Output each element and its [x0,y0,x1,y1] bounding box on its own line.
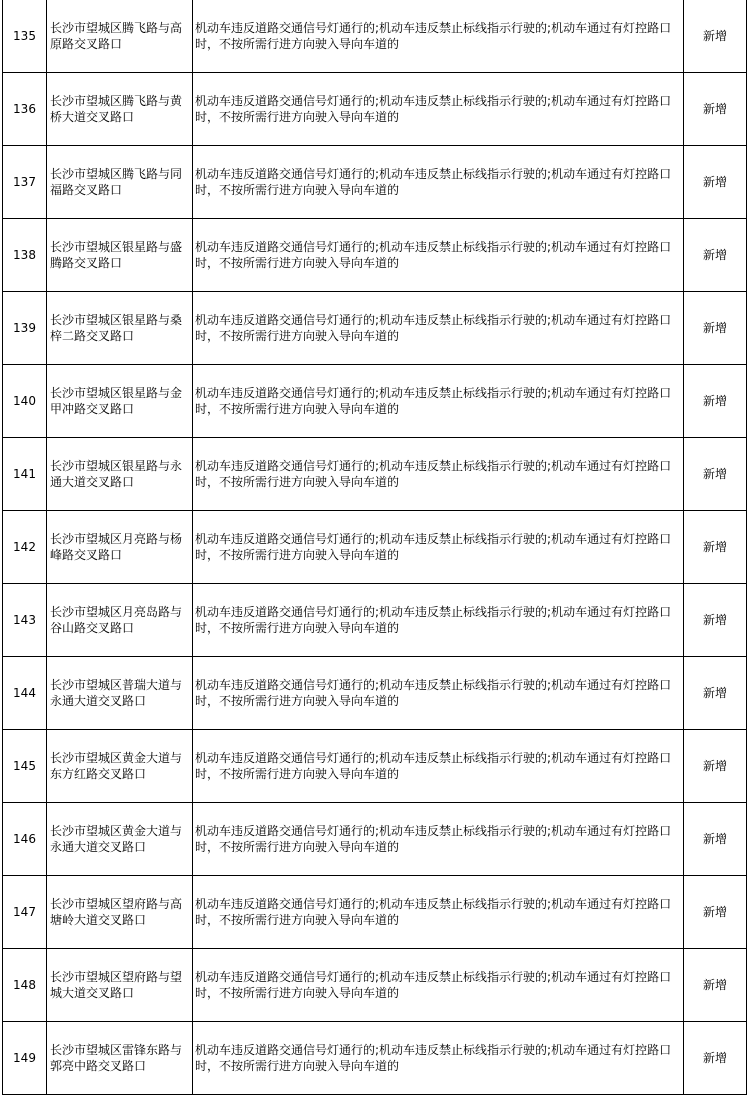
status-label: 新增 [684,365,747,438]
row-number: 139 [3,292,47,365]
violation-description: 机动车违反道路交通信号灯通行的;机动车违反禁止标线指示行驶的;机动车通过有灯控路口时，不按所需行进方向驶入导向车道的 [193,438,684,511]
table-row [3,219,747,292]
intersection-location: 长沙市望城区月亮路与杨峰路交叉路口 [47,511,193,584]
violation-description: 机动车违反道路交通信号灯通行的;机动车违反禁止标线指示行驶的;机动车通过有灯控路口时，不按所需行进方向驶入导向车道的 [193,0,684,73]
violation-description: 机动车违反道路交通信号灯通行的;机动车违反禁止标线指示行驶的;机动车通过有灯控路口时，不按所需行进方向驶入导向车道的 [193,949,684,1022]
row-number: 143 [3,584,47,657]
status-label: 新增 [684,949,747,1022]
status-label: 新增 [684,219,747,292]
table-row [3,730,747,803]
violation-description: 机动车违反道路交通信号灯通行的;机动车违反禁止标线指示行驶的;机动车通过有灯控路口时，不按所需行进方向驶入导向车道的 [193,803,684,876]
table-row [3,146,747,219]
table-row [3,803,747,876]
row-number: 147 [3,876,47,949]
row-number: 149 [3,1022,47,1095]
status-label: 新增 [684,803,747,876]
row-number: 142 [3,511,47,584]
table-row [3,292,747,365]
table-row [3,584,747,657]
violation-description: 机动车违反道路交通信号灯通行的;机动车违反禁止标线指示行驶的;机动车通过有灯控路口时，不按所需行进方向驶入导向车道的 [193,584,684,657]
row-number: 136 [3,73,47,146]
row-number: 145 [3,730,47,803]
row-number: 140 [3,365,47,438]
violation-description: 机动车违反道路交通信号灯通行的;机动车违反禁止标线指示行驶的;机动车通过有灯控路口时，不按所需行进方向驶入导向车道的 [193,511,684,584]
table-row [3,657,747,730]
violation-description: 机动车违反道路交通信号灯通行的;机动车违反禁止标线指示行驶的;机动车通过有灯控路口时，不按所需行进方向驶入导向车道的 [193,365,684,438]
intersection-location: 长沙市望城区普瑞大道与永通大道交叉路口 [47,657,193,730]
table-row [3,438,747,511]
status-label: 新增 [684,73,747,146]
intersection-location: 长沙市望城区腾飞路与同福路交叉路口 [47,146,193,219]
row-number: 146 [3,803,47,876]
intersection-location: 长沙市望城区雷锋东路与郭亮中路交叉路口 [47,1022,193,1095]
violation-description: 机动车违反道路交通信号灯通行的;机动车违反禁止标线指示行驶的;机动车通过有灯控路口时，不按所需行进方向驶入导向车道的 [193,146,684,219]
violation-description: 机动车违反道路交通信号灯通行的;机动车违反禁止标线指示行驶的;机动车通过有灯控路口时，不按所需行进方向驶入导向车道的 [193,657,684,730]
table-row [3,73,747,146]
table-row [3,876,747,949]
intersection-location: 长沙市望城区银星路与桑梓二路交叉路口 [47,292,193,365]
status-label: 新增 [684,584,747,657]
intersection-location: 长沙市望城区腾飞路与高原路交叉路口 [47,0,193,73]
row-number: 138 [3,219,47,292]
intersection-location: 长沙市望城区望府路与望城大道交叉路口 [47,949,193,1022]
table-row [3,365,747,438]
violation-description: 机动车违反道路交通信号灯通行的;机动车违反禁止标线指示行驶的;机动车通过有灯控路口时，不按所需行进方向驶入导向车道的 [193,1022,684,1095]
violation-location-table [2,0,747,1095]
row-number: 135 [3,0,47,73]
intersection-location: 长沙市望城区银星路与永通大道交叉路口 [47,438,193,511]
violation-description: 机动车违反道路交通信号灯通行的;机动车违反禁止标线指示行驶的;机动车通过有灯控路口时，不按所需行进方向驶入导向车道的 [193,730,684,803]
row-number: 137 [3,146,47,219]
violation-description: 机动车违反道路交通信号灯通行的;机动车违反禁止标线指示行驶的;机动车通过有灯控路口时，不按所需行进方向驶入导向车道的 [193,73,684,146]
violation-description: 机动车违反道路交通信号灯通行的;机动车违反禁止标线指示行驶的;机动车通过有灯控路口时，不按所需行进方向驶入导向车道的 [193,219,684,292]
intersection-location: 长沙市望城区腾飞路与黄桥大道交叉路口 [47,73,193,146]
status-label: 新增 [684,438,747,511]
row-number: 141 [3,438,47,511]
status-label: 新增 [684,730,747,803]
status-label: 新增 [684,0,747,73]
status-label: 新增 [684,511,747,584]
table-row [3,511,747,584]
status-label: 新增 [684,657,747,730]
violation-description: 机动车违反道路交通信号灯通行的;机动车违反禁止标线指示行驶的;机动车通过有灯控路口时，不按所需行进方向驶入导向车道的 [193,292,684,365]
table-row [3,0,747,73]
status-label: 新增 [684,292,747,365]
table-row [3,1022,747,1095]
row-number: 144 [3,657,47,730]
table-body [3,0,747,1095]
intersection-location: 长沙市望城区黄金大道与东方红路交叉路口 [47,730,193,803]
violation-description: 机动车违反道路交通信号灯通行的;机动车违反禁止标线指示行驶的;机动车通过有灯控路口时，不按所需行进方向驶入导向车道的 [193,876,684,949]
table-row [3,949,747,1022]
intersection-location: 长沙市望城区望府路与高塘岭大道交叉路口 [47,876,193,949]
status-label: 新增 [684,876,747,949]
intersection-location: 长沙市望城区黄金大道与永通大道交叉路口 [47,803,193,876]
status-label: 新增 [684,146,747,219]
intersection-location: 长沙市望城区月亮岛路与谷山路交叉路口 [47,584,193,657]
intersection-location: 长沙市望城区银星路与盛腾路交叉路口 [47,219,193,292]
status-label: 新增 [684,1022,747,1095]
intersection-location: 长沙市望城区银星路与金甲冲路交叉路口 [47,365,193,438]
row-number: 148 [3,949,47,1022]
